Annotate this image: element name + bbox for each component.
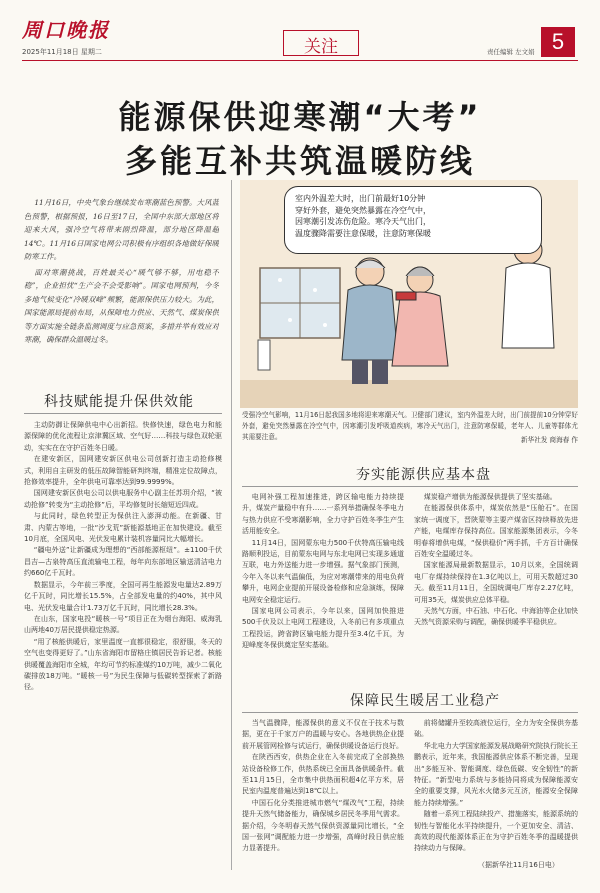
column-divider [231, 180, 232, 870]
body-paragraph: 主动防御让保障供电中心出新招。快修快速，绿色电力和能源保障的优化流程让京津冀区域、空气好……科技与绿色双轮驱动，实实在在守护百姓冬日暖。 [24, 421, 222, 452]
body-paragraph: 国网建安新区供电公司以供电服务中心副主任苏玥介绍，“被动抢修”转变为“主动抢修”后，平均修复时长缩短近四成。 [24, 489, 222, 509]
body-paragraph: 天然气方面，中石油、中石化、中海油等企业加快天然气资源采购与调配，确保供暖季平稳供应。 [414, 607, 578, 627]
body-paragraph: 当气温骤降，能源保供的意义不仅在于技术与数据，更在于千家万户的温暖与安心。各地供热企业提前开展管网检修与试运行，确保供暖设备运行良好。 [242, 719, 404, 750]
speech-line: 穿好外套，避免突然暴露在冷空气中， [295, 205, 431, 215]
section3-col2 [414, 718, 578, 858]
speech-line: 因寒潮引发冻伤危险。寒冷天气出门， [295, 217, 431, 226]
lead-paragraph: 面对寒潮挑战，百姓最关心“暖气够不够，用电稳不稳”，企业担忧“生产会不会受影响”。国家电网预判，今冬多地气候变化“冷暖双峰”频繁，能源保供压力较大。为此，国家能源局提前布局，从保障电力供应、天然气、煤炭保供等方面实施全链条监测调度与应急预案，多措并举有效应对寒潮，确保群众温暖过冬。 [24, 267, 219, 344]
header-divider [22, 60, 578, 61]
body-paragraph: 随着一系列工程陆续投产、措施落实，能源系统的韧性与智能化水平持续提升，一个更加安全、清洁、高效的现代能源体系正在为守护百姓冬季的温暖提供持续动力与保障。 [414, 810, 578, 853]
body-paragraph: 在建安新区，国网建安新区供电公司创新打造主动抢修模式，利用自主研发的低压故障智能研判终端，精准定位故障点，抢修效率提升，全年供电可靠率达到99.9999%。 [24, 455, 222, 487]
body-paragraph: 中国石化分类推进城市燃气“煤改气”工程，持续提升天然气储备能力，确保城乡居民冬季用气需求。据介绍，今冬明春天然气保供资源量同比增长，“全国一张网”调配能力进一步增强，高峰时段日供应能力显著提升。 [242, 798, 404, 853]
speech-line: 室内外温差大时，出门前最好10分钟 [295, 194, 426, 203]
body-paragraph: 与此同时，绿色转型正为保供注入澎湃动能。在新疆、甘肃、内蒙古等地，一批“沙戈荒”新能源基地正在加快建设。截至10月底，全国风电、光伏发电累计装机容量同比大幅增长。 [24, 512, 222, 544]
body-paragraph: 国家能源局最新数据显示，10月以来，全国统调电厂存煤持续保持在1.3亿吨以上，可用天数超过30天。截至11月11日，全国统调电厂库存2.27亿吨，可用35天，煤炭供应总体平稳。 [414, 561, 578, 604]
speech-line: 温度骤降需要注意保暖，注意防寒保暖 [295, 228, 431, 238]
section2-col1 [242, 492, 404, 680]
lead-paragraphs [24, 196, 219, 381]
section2-rule [242, 486, 578, 487]
newspaper-masthead: 周口晚报 [22, 18, 110, 42]
section1-body [24, 420, 222, 860]
section2-title: 夯实能源供应基本盘 [356, 467, 491, 483]
body-paragraph: 国家电网公司表示，今年以来，国网加快推进500千伏及以上电网工程建设，入冬前已有多项重点工程投运，跨省跨区输电能力提升至3.4亿千瓦，为迎峰度冬保供奠定坚实基础。 [242, 607, 404, 650]
lead-paragraph: 11月16日，中央气象台继续发布寒潮蓝色预警。大风蓝色预警，根据预报，16日至17日，全国中东部大部地区将迎来大风，强冷空气将带来剧烈降温，部分地区降温超14℃。11月16日国家电网公司积极有序组织各地做好保暖防寒工作。 [24, 198, 219, 261]
body-paragraph: “用了核能供暖后，家里温度一直都很稳定，很舒服，冬天的空气也变得更好了。”山东省海阳市留格庄镇居民告诉记者。核能供暖覆盖海阳市全城，年均可节约标准煤约10万吨，减少二氧化碳排放18万吨。“暖核一号”为民生保障与低碳转型探索了新路径。 [24, 637, 222, 692]
source-note: （据新华社11月16日电） [478, 861, 559, 869]
body-paragraph: “疆电外送”让新疆成为理想的“西部能源枢纽”。±1100千伏昌吉—古泉特高压直流输电工程，每年向东部地区输送清洁电力约660亿千瓦时。 [24, 546, 222, 578]
body-paragraph: 11月14日，国网蒙东电力500千伏特高压输电线路顺利投运，目前蒙东电网与东北电网已实现多通道互联，电力外送能力进一步增强。据气象部门预测，今年入冬以来气温偏低，为应对寒潮带来的用电负荷攀升，电网企业提前开展设备检修和应急演练，保障电网安全稳定运行。 [242, 538, 404, 604]
body-paragraph: 在陕西西安，供热企业在入冬前完成了全部换热站设备检修工作，供热系统已全面具备供暖条件。截至11月15日，全市集中供热面积超4亿平方米，居民室内温度普遍达到18℃以上。 [242, 753, 404, 796]
section2-col2 [414, 492, 578, 680]
body-paragraph: 前将储罐升至较高液位运行，全力为安全保供夯基础。 [414, 719, 578, 739]
caption-credit: 新华社发 商海春 作 [521, 436, 578, 444]
body-paragraph: 电网补强工程加速推进，跨区输电能力持续提升，煤炭产量稳中有升……一系列举措确保冬季电力与热力供应不受寒潮影响，全力守护百姓冬季生产生活用能安全。 [242, 493, 404, 536]
section3-title: 保障民生暖居工业稳产 [350, 693, 500, 709]
body-paragraph: 数据显示，今年前三季度，全国可再生能源发电量达2.89万亿千瓦时，同比增长15.5%，占全部发电量的约40%，其中风电、光伏发电量合计1.73万亿千瓦时，同比增长28.3%。 [24, 580, 222, 612]
body-paragraph: 煤炭稳产增供为能源保供提供了坚实基础。 [423, 493, 557, 501]
headline-line-1: 能源保供迎寒潮“大考” [118, 98, 482, 136]
body-paragraph: 在能源保供体系中，煤炭依然是“压舱石”。在国家统一调度下，晋陕蒙等主要产煤省区持续释放先进产能，电煤库存保持高位。国家能源集团表示，今冬明春将增供电煤，“保供稳价”两手抓，千方百计确保百姓安全温暖过冬。 [414, 504, 578, 559]
section3-rule [242, 712, 578, 713]
headline-line-2: 多能互补共筑温暖防线 [124, 142, 475, 180]
illustration-caption [242, 410, 578, 446]
section1-title: 科技赋能提升保供效能 [44, 394, 194, 410]
responsible-editor: 责任编辑 左文娟 [487, 48, 535, 56]
issue-date: 2025年11月18日 星期二 [22, 48, 102, 56]
page-number: 5 [541, 27, 575, 57]
caption-text: 受强冷空气影响，11月16日起我国多地将迎来寒潮天气。卫健部门建议，室内外温差大时，出门前提前10分钟穿好外套，避免突然暴露在冷空气中，因寒潮引发呼吸道疾病，寒冷天气出门，注意防寒保暖，老年人、儿童等群体尤其需要注意。 [242, 411, 578, 441]
body-paragraph: 在山东，国家电投“暖核一号”项目正在为烟台海阳、威海乳山两地40万居民提供稳定热源。 [24, 614, 222, 635]
section-label: 关注 [304, 37, 338, 57]
body-paragraph: 华北电力大学国家能源发展战略研究院执行院长王鹏表示，近年来，我国能源供应体系不断完善，呈现出“多能互补、智能调度、绿色低碳、安全韧性”的新特征。“新型电力系统与多能协同将成为保障能源安全的重要支撑，风光水火储多元互济，能源安全保障能力持续增强。” [414, 741, 578, 807]
section3-col1 [242, 718, 404, 870]
speech-bubble [284, 186, 542, 254]
section1-rule [24, 413, 222, 414]
